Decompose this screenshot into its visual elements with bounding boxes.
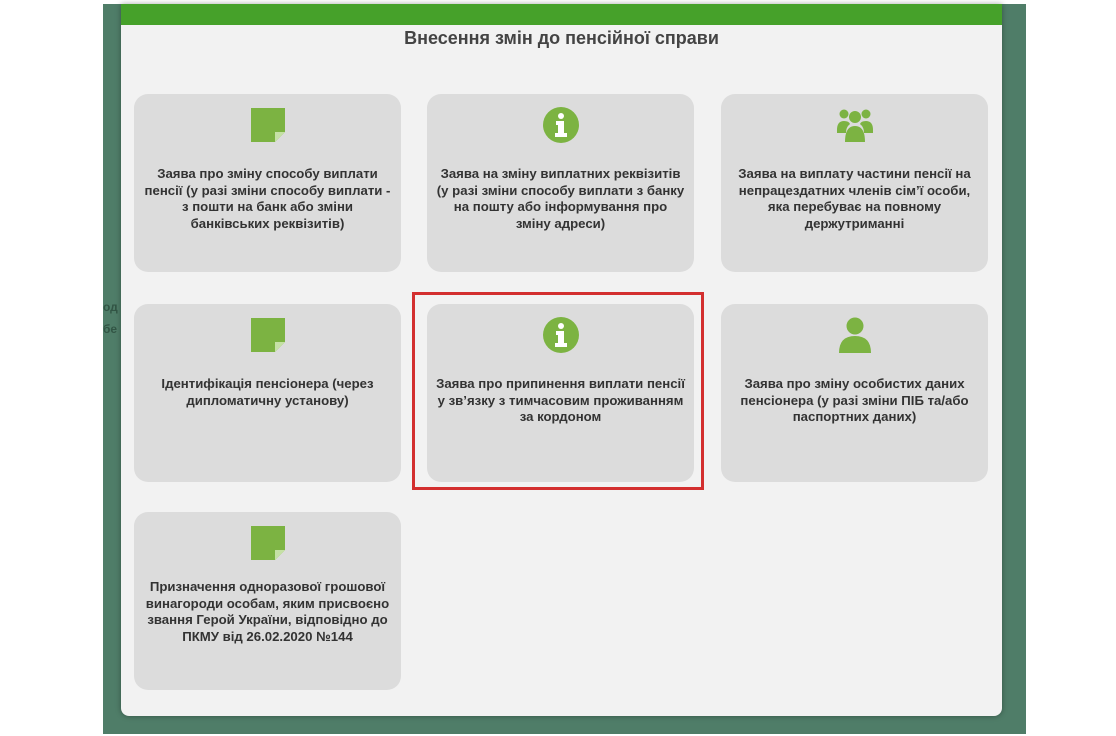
card-label: Заява на зміну виплатних реквізитів (у разі зміни способу виплати з банку на пошту або інформування про зміну адреси) xyxy=(436,166,685,231)
card-label: Заява про зміну особистих даних пенсіонера (у разі зміни ПІБ та/або паспортних даних) xyxy=(740,376,969,424)
modal-dialog xyxy=(121,4,1002,716)
info-icon xyxy=(542,316,580,354)
user-icon xyxy=(836,316,874,354)
background-text: бе xyxy=(103,322,118,336)
card-pension-family-members[interactable] xyxy=(721,94,988,272)
card-label: Заява про припинення виплати пенсії у зв’язку з тимчасовим проживанням за кордоном xyxy=(436,376,685,424)
modal-title: Внесення змін до пенсійної справи xyxy=(404,28,719,48)
background-text: од xyxy=(103,300,118,314)
document-icon xyxy=(249,316,287,354)
card-label: Заява про зміну способу виплати пенсії (у разі зміни способу виплати - з пошти на банк або зміни банківських реквізитів) xyxy=(144,166,391,231)
group-icon xyxy=(836,106,874,144)
info-icon xyxy=(542,106,580,144)
card-pensioner-identification[interactable] xyxy=(134,304,401,482)
document-icon xyxy=(249,106,287,144)
card-stop-payment-abroad[interactable] xyxy=(427,304,694,482)
card-change-personal-data[interactable] xyxy=(721,304,988,482)
card-label: Заява на виплату частини пенсії на непрацездатних членів сім’ї особи, яка перебуває на повному держутриманні xyxy=(738,166,971,231)
modal-header-bar xyxy=(121,4,1002,25)
document-icon xyxy=(249,524,287,562)
card-label: Призначення одноразової грошової винагороди особам, яким присвоєно звання Герой України, відповідно до ПКМУ від 26.02.2020 №144 xyxy=(145,579,390,644)
card-change-payment-method[interactable] xyxy=(134,94,401,272)
card-label: Ідентифікація пенсіонера (через дипломатичну установу) xyxy=(161,376,374,408)
card-hero-award[interactable] xyxy=(134,512,401,690)
card-change-payment-details[interactable] xyxy=(427,94,694,272)
